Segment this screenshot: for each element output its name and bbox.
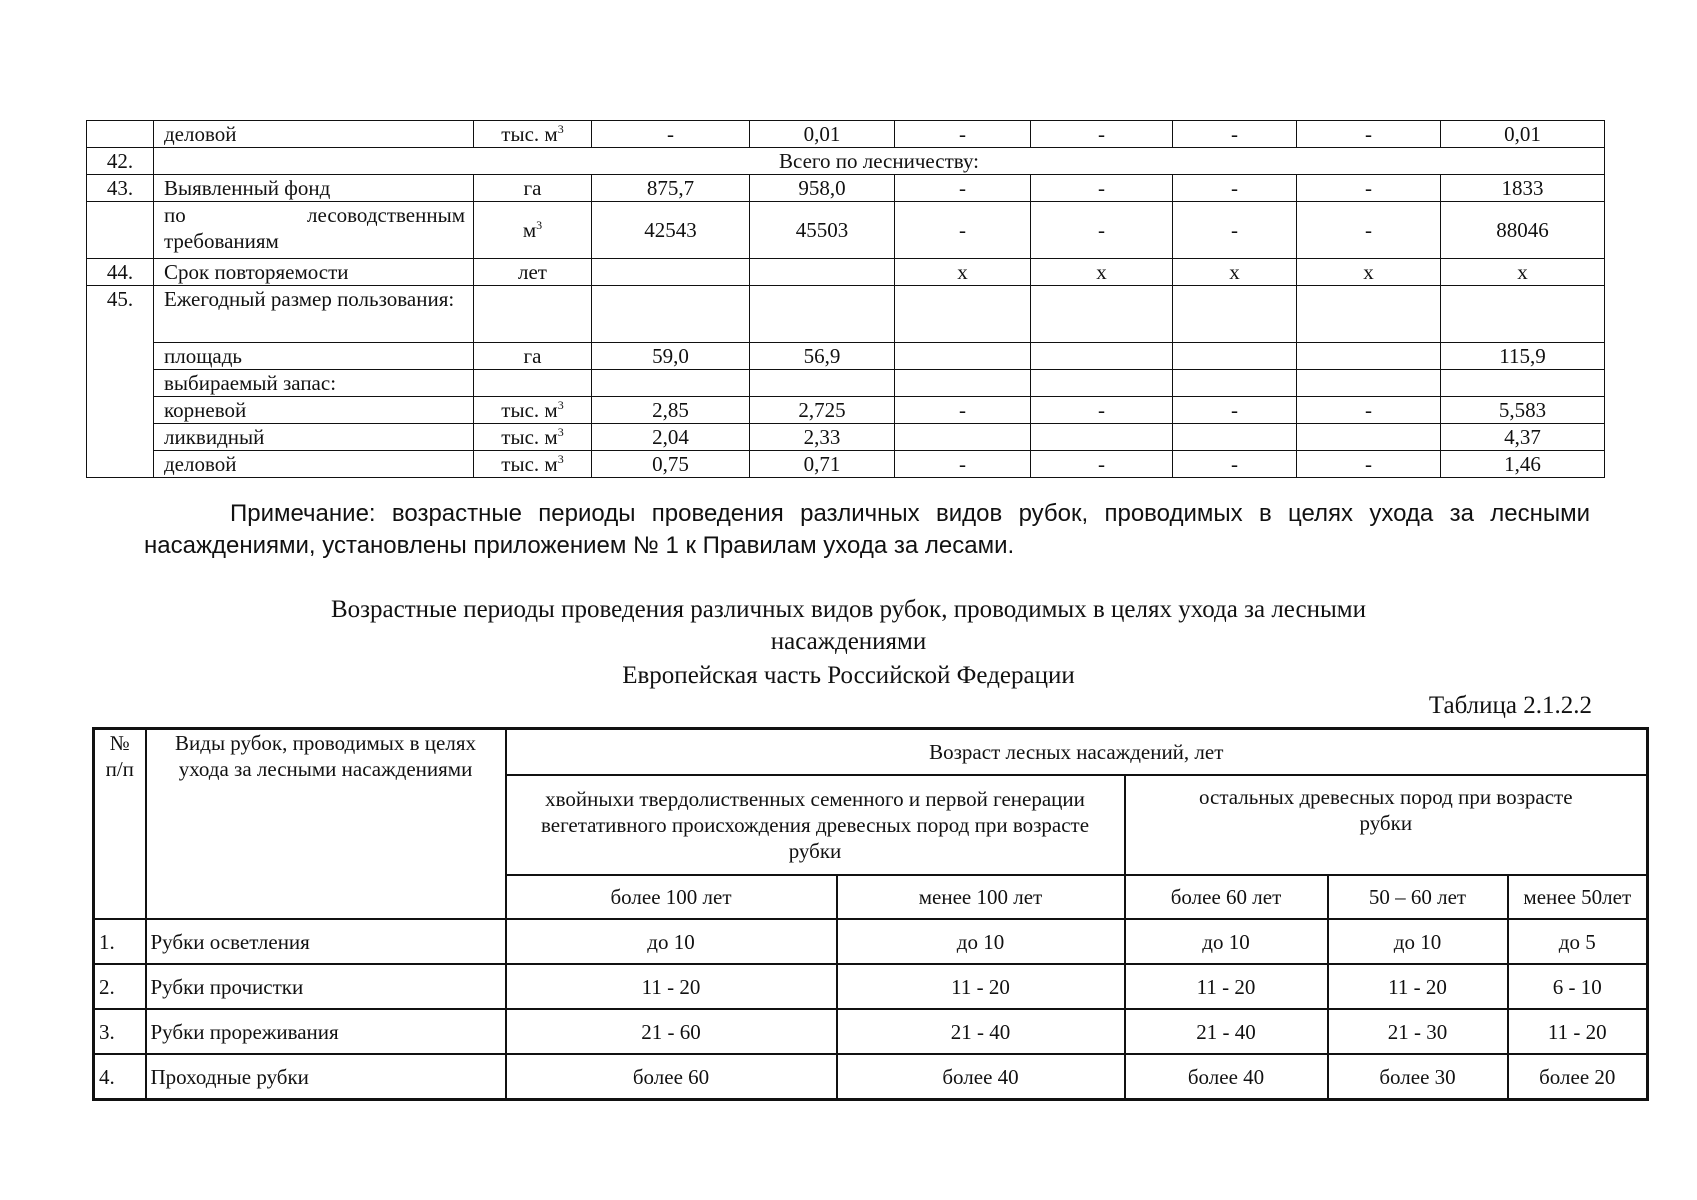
cell bbox=[592, 370, 750, 397]
cell bbox=[750, 370, 895, 397]
cell: - bbox=[895, 451, 1031, 478]
row-name: по лесоводственным требованиям bbox=[154, 202, 474, 259]
header-col: более 60 лет bbox=[1125, 875, 1328, 919]
cell: - bbox=[1297, 175, 1441, 202]
cell: 56,9 bbox=[750, 343, 895, 370]
cell bbox=[895, 343, 1031, 370]
row-number: 3. bbox=[94, 1009, 146, 1054]
cell bbox=[895, 286, 1031, 343]
table-row bbox=[87, 148, 1605, 175]
cell: 875,7 bbox=[592, 175, 750, 202]
cell bbox=[1031, 343, 1173, 370]
row-name: корневой bbox=[154, 397, 474, 424]
cell: 11 - 20 bbox=[1125, 964, 1328, 1009]
row-name: Рубки осветления bbox=[146, 919, 506, 964]
cell: до 10 bbox=[1125, 919, 1328, 964]
cell: 0,01 bbox=[1441, 121, 1605, 148]
cell: - bbox=[895, 202, 1031, 259]
row-unit: лет bbox=[474, 259, 592, 286]
header-col: более 100 лет bbox=[506, 875, 837, 919]
cell: - bbox=[1297, 121, 1441, 148]
row-unit: тыс. $м^3$ bbox=[474, 397, 592, 424]
table-row bbox=[94, 964, 1648, 1009]
cell bbox=[592, 259, 750, 286]
row-number: 44. bbox=[87, 259, 154, 286]
cell bbox=[1173, 343, 1297, 370]
row-number bbox=[87, 202, 154, 259]
cell: - bbox=[1297, 202, 1441, 259]
cell: более 30 bbox=[1328, 1054, 1508, 1100]
header-col: менее 100 лет bbox=[837, 875, 1125, 919]
cell bbox=[1031, 424, 1173, 451]
table-row bbox=[94, 1009, 1648, 1054]
table-row bbox=[87, 259, 1605, 286]
cell bbox=[1297, 424, 1441, 451]
table-row bbox=[87, 451, 1605, 478]
cell: 0,01 bbox=[750, 121, 895, 148]
cell: 11 - 20 bbox=[1328, 964, 1508, 1009]
section-title: Возрастные периоды проведения различных видов рубок, проводимых в целях ухода за лесными bbox=[331, 596, 1366, 623]
table-row bbox=[87, 202, 1605, 259]
age-periods-table bbox=[92, 727, 1649, 1101]
row-name: Рубки прореживания bbox=[146, 1009, 506, 1054]
table-row bbox=[87, 286, 1605, 343]
cell: - bbox=[1031, 121, 1173, 148]
cell: - bbox=[1297, 397, 1441, 424]
cell: до 5 bbox=[1508, 919, 1648, 964]
cell bbox=[1297, 343, 1441, 370]
cell: более 40 bbox=[837, 1054, 1125, 1100]
cell: - bbox=[1031, 397, 1173, 424]
cell: - bbox=[1173, 397, 1297, 424]
cell: х bbox=[1173, 259, 1297, 286]
cell bbox=[895, 370, 1031, 397]
table-row bbox=[94, 1054, 1648, 1100]
cell: 2,85 bbox=[592, 397, 750, 424]
row-number: 4. bbox=[94, 1054, 146, 1100]
region-subtitle: Европейская часть Российской Федерации bbox=[622, 662, 1075, 689]
cell: 21 - 30 bbox=[1328, 1009, 1508, 1054]
table-row bbox=[87, 424, 1605, 451]
cell bbox=[1441, 370, 1605, 397]
cell: 11 - 20 bbox=[506, 964, 837, 1009]
cell bbox=[1297, 370, 1441, 397]
cell: - bbox=[592, 121, 750, 148]
header-group-conifer: хвойныхи твердолиственных семенного и первой генерации вегетативного происхождения древесных пород при возрасте рубки bbox=[506, 775, 1125, 875]
row-number bbox=[87, 121, 154, 148]
cell: более 40 bbox=[1125, 1054, 1328, 1100]
cell: 88046 bbox=[1441, 202, 1605, 259]
cell bbox=[895, 424, 1031, 451]
cell: - bbox=[1297, 451, 1441, 478]
header-col: менее 50лет bbox=[1508, 875, 1648, 919]
cell: 4,37 bbox=[1441, 424, 1605, 451]
footnote: Примечание: возрастные периоды проведения различных видов рубок, проводимых в целях ухода за лесными насаждениями, установлены приложением № 1 к Правилам ухода за лесами. bbox=[144, 500, 1590, 559]
cell: более 20 bbox=[1508, 1054, 1648, 1100]
cell bbox=[592, 286, 750, 343]
row-number: 2. bbox=[94, 964, 146, 1009]
header-col: 50 – 60 лет bbox=[1328, 875, 1508, 919]
row-number: 43. bbox=[87, 175, 154, 202]
cell bbox=[1173, 424, 1297, 451]
row-name: Ежегодный размер пользования: bbox=[154, 286, 474, 343]
row-name: Рубки прочистки bbox=[146, 964, 506, 1009]
row-unit bbox=[474, 286, 592, 343]
row-number: 1. bbox=[94, 919, 146, 964]
cell: 2,04 bbox=[592, 424, 750, 451]
cell: 1,46 bbox=[1441, 451, 1605, 478]
cell: х bbox=[1031, 259, 1173, 286]
cell bbox=[1031, 370, 1173, 397]
cell: - bbox=[895, 121, 1031, 148]
header-group-other: остальных древесных пород при возрасте рубки bbox=[1125, 775, 1648, 875]
table-row bbox=[87, 343, 1605, 370]
cell bbox=[1173, 286, 1297, 343]
cell bbox=[1297, 286, 1441, 343]
cell: 59,0 bbox=[592, 343, 750, 370]
cell: до 10 bbox=[506, 919, 837, 964]
cell: 21 - 40 bbox=[837, 1009, 1125, 1054]
row-unit: $м^3$ bbox=[474, 202, 592, 259]
cell: 0,71 bbox=[750, 451, 895, 478]
cell: - bbox=[1031, 175, 1173, 202]
cell bbox=[1173, 370, 1297, 397]
cell: - bbox=[895, 397, 1031, 424]
row-unit: га bbox=[474, 343, 592, 370]
row-name: Срок повторяемости bbox=[154, 259, 474, 286]
row-name: Выявленный фонд bbox=[154, 175, 474, 202]
cell: 5,583 bbox=[1441, 397, 1605, 424]
forestry-summary-table bbox=[86, 120, 1605, 478]
cell: до 10 bbox=[837, 919, 1125, 964]
row-unit: тыс. $м^3$ bbox=[474, 451, 592, 478]
row-name: Проходные рубки bbox=[146, 1054, 506, 1100]
cell: 42543 bbox=[592, 202, 750, 259]
cell: 6 - 10 bbox=[1508, 964, 1648, 1009]
cell: х bbox=[1297, 259, 1441, 286]
header-age: Возраст лесных насаждений, лет bbox=[506, 729, 1648, 776]
cell: 45503 bbox=[750, 202, 895, 259]
cell: 2,33 bbox=[750, 424, 895, 451]
row-unit: тыс. $м^3$ bbox=[474, 121, 592, 148]
row-unit bbox=[474, 370, 592, 397]
row-number: 42. bbox=[87, 148, 154, 175]
table-row bbox=[94, 919, 1648, 964]
cell: - bbox=[1173, 451, 1297, 478]
cell: 2,725 bbox=[750, 397, 895, 424]
row-unit: га bbox=[474, 175, 592, 202]
cell: более 60 bbox=[506, 1054, 837, 1100]
table-row bbox=[87, 397, 1605, 424]
cell: х bbox=[895, 259, 1031, 286]
section-heading: Всего по лесничеству: bbox=[154, 148, 1605, 175]
cell bbox=[1441, 286, 1605, 343]
row-name: ликвидный bbox=[154, 424, 474, 451]
cell: - bbox=[1031, 202, 1173, 259]
table-row bbox=[87, 175, 1605, 202]
cell: 958,0 bbox=[750, 175, 895, 202]
cell: 21 - 60 bbox=[506, 1009, 837, 1054]
cell: 11 - 20 bbox=[837, 964, 1125, 1009]
cell bbox=[750, 259, 895, 286]
cell: 0,75 bbox=[592, 451, 750, 478]
section-title-continued: насаждениями bbox=[770, 628, 927, 655]
row-name: площадь bbox=[154, 343, 474, 370]
header-number: № п/п bbox=[94, 729, 146, 920]
row-unit: тыс. $м^3$ bbox=[474, 424, 592, 451]
cell: 21 - 40 bbox=[1125, 1009, 1328, 1054]
cell: 115,9 bbox=[1441, 343, 1605, 370]
table-row bbox=[87, 370, 1605, 397]
row-name: деловой bbox=[154, 451, 474, 478]
row-name: выбираемый запас: bbox=[154, 370, 474, 397]
header-cutting-types: Виды рубок, проводимых в целях ухода за лесными насаждениями bbox=[146, 729, 506, 920]
row-number: 45. bbox=[87, 286, 154, 478]
cell bbox=[750, 286, 895, 343]
row-name: деловой bbox=[154, 121, 474, 148]
cell: - bbox=[1031, 451, 1173, 478]
cell: 1833 bbox=[1441, 175, 1605, 202]
table-number: Таблица 2.1.2.2 bbox=[1428, 692, 1592, 719]
cell: - bbox=[1173, 175, 1297, 202]
cell: - bbox=[1173, 202, 1297, 259]
cell: до 10 bbox=[1328, 919, 1508, 964]
cell: - bbox=[895, 175, 1031, 202]
cell bbox=[1031, 286, 1173, 343]
cell: 11 - 20 bbox=[1508, 1009, 1648, 1054]
table-row bbox=[87, 121, 1605, 148]
cell: - bbox=[1173, 121, 1297, 148]
cell: х bbox=[1441, 259, 1605, 286]
